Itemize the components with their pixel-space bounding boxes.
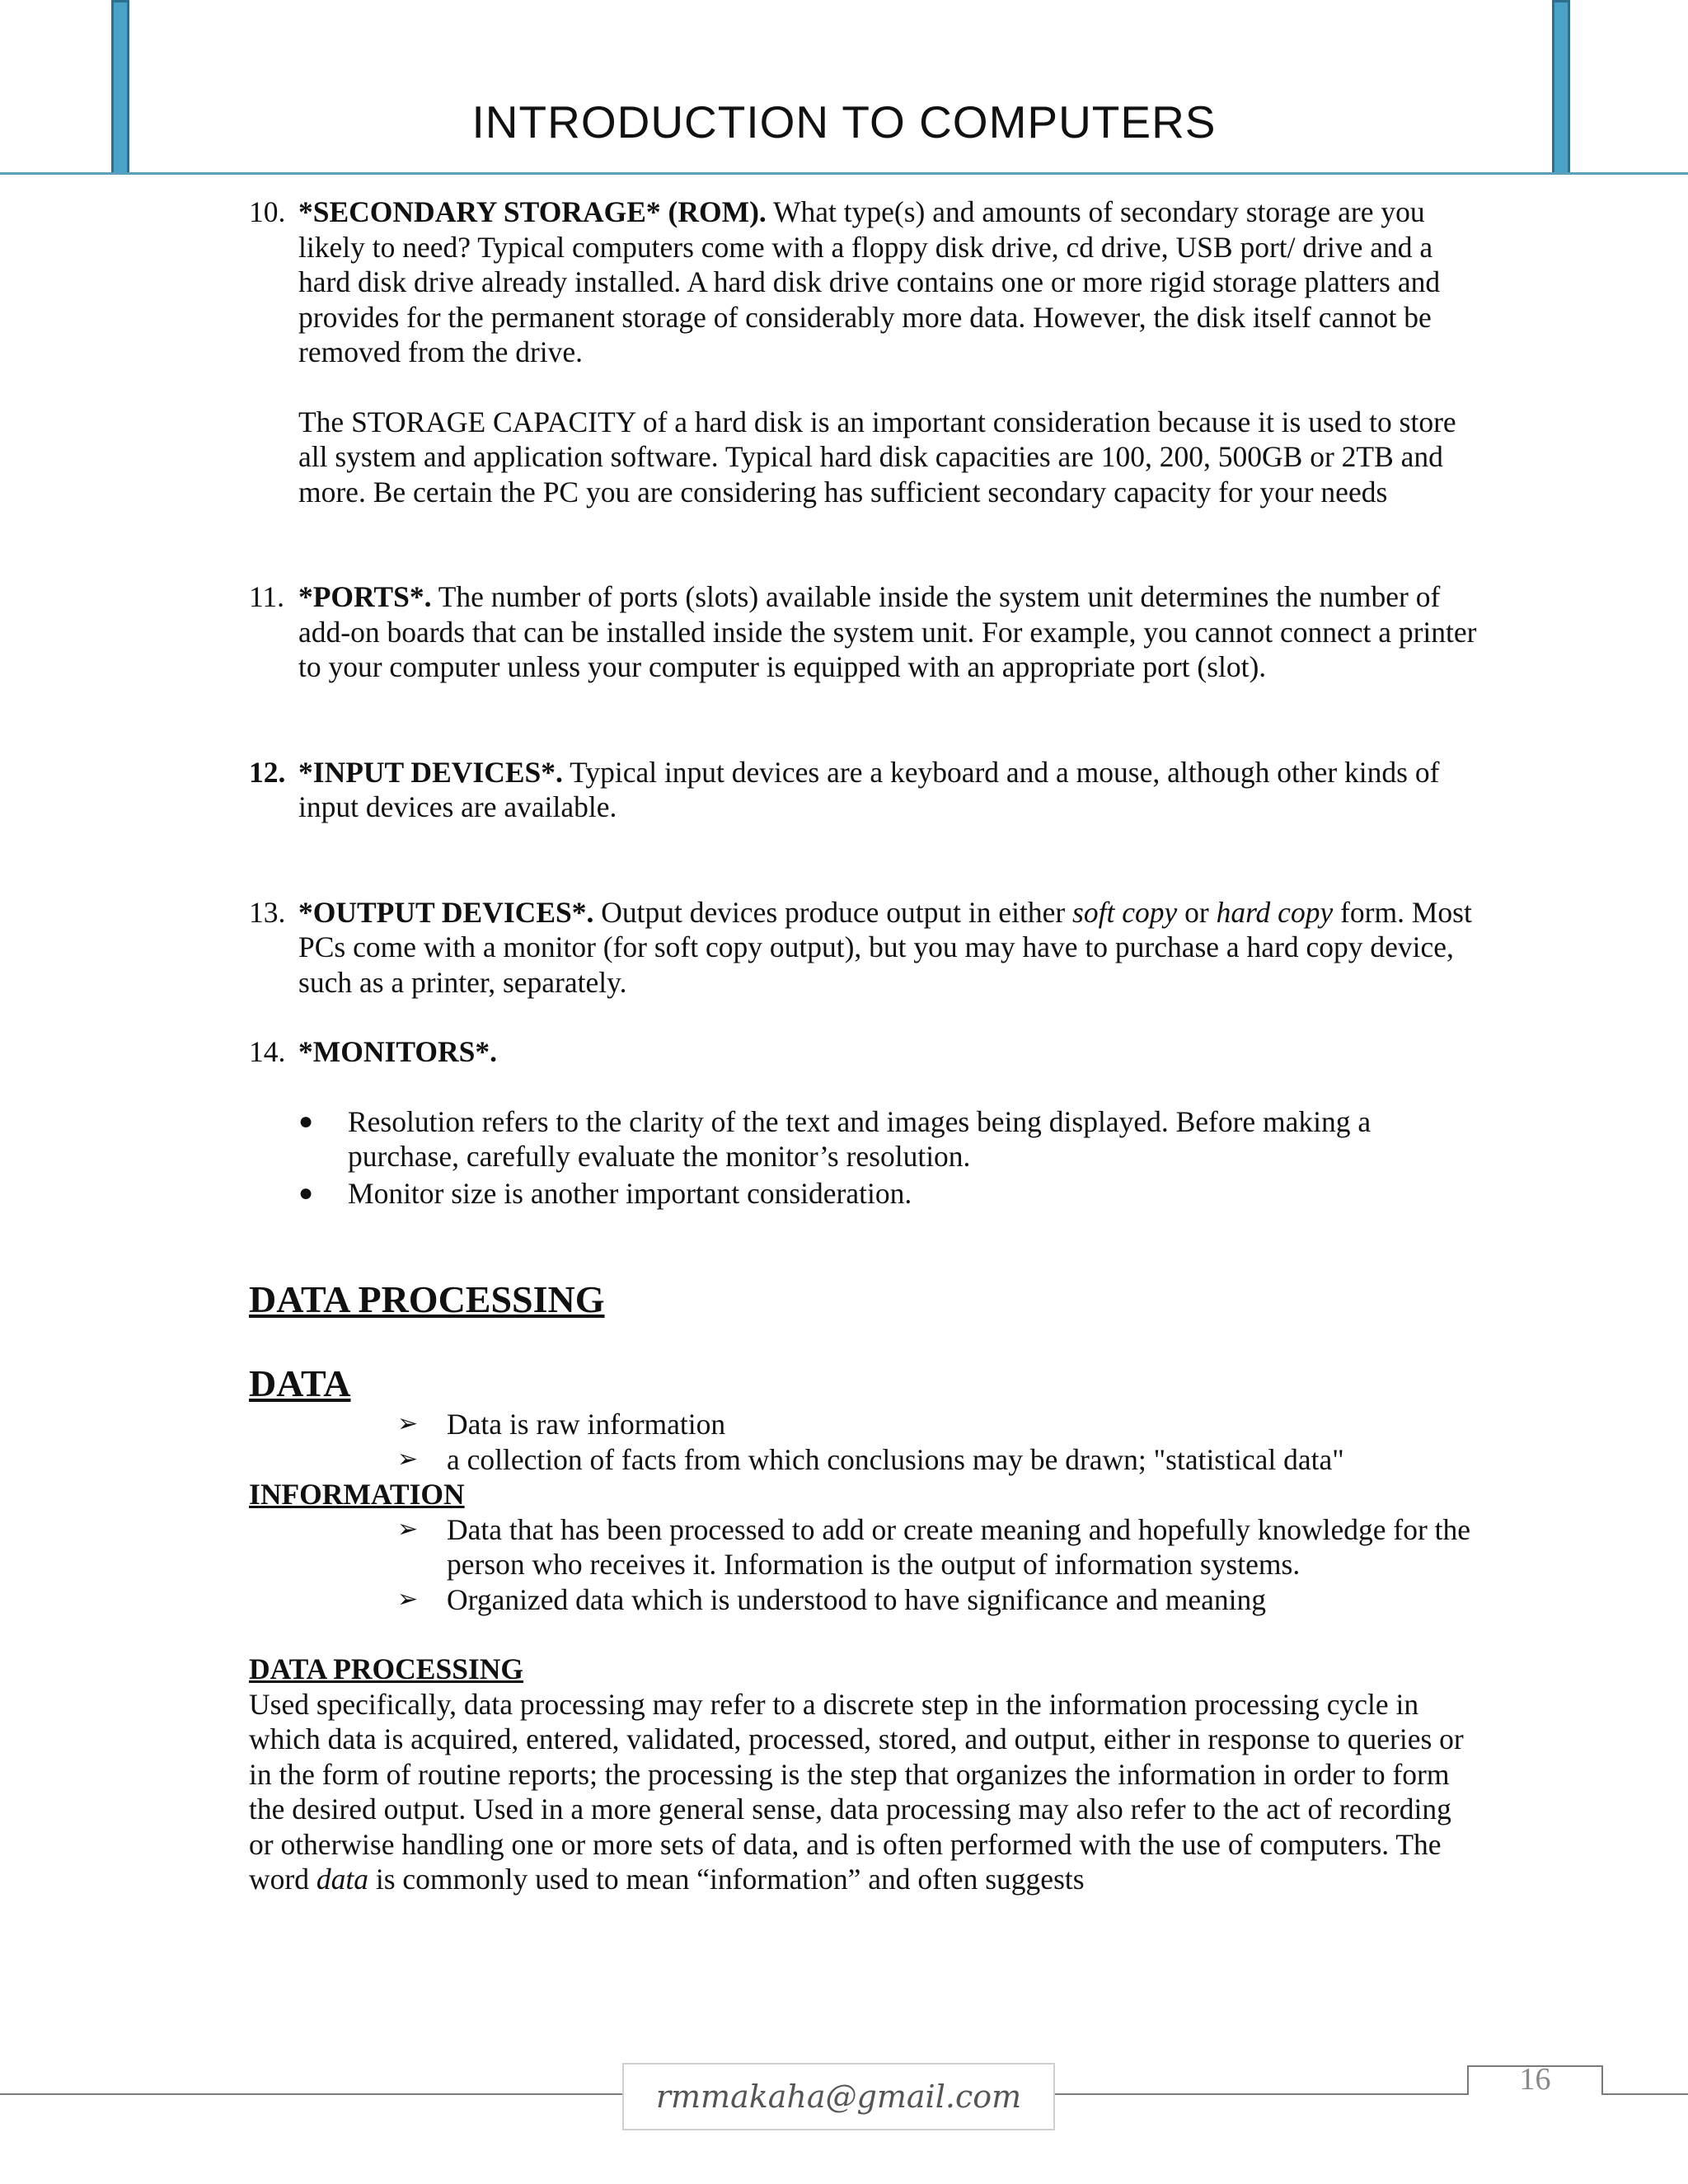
item-text: Typical input devices are a keyboard and a mouse, although other kinds of input devices are available. [298,755,1440,823]
arrow-item-text: Data is raw information [447,1408,726,1441]
page-number: 16 [1467,2065,1603,2095]
item-text: What type(s) and amounts of secondary storage are you likely to need? Typical computers come with a floppy disk drive, cd drive, USB port/ drive and a hard disk drive already installed. A hard disk drive contains one or more rigid storage platters and provides for the permanent storage of considerably more data. However, the disk itself cannot be removed from the drive. [298,195,1441,368]
dp-emphasis: data [316,1863,368,1896]
item-title: *OUTPUT DEVICES*. [298,895,594,929]
item-output-devices [249,895,1477,1001]
header-right-bar [1552,0,1570,175]
arrow-bullet-icon: ➢ [397,1409,419,1438]
item-text: or [1177,895,1217,929]
page-header-title: INTRODUCTION TO COMPUTERS [471,96,1217,148]
bullet-text: Resolution refers to the clarity of the text and images being displayed. Before making a purchase, carefully evaluate the monitor’s resolution. [348,1104,1372,1173]
item-number: 10. [249,195,286,228]
item-paragraph [298,1034,1477,1070]
item-monitors [249,1034,1477,1211]
header-left-bar [111,0,129,175]
item-ports [249,579,1477,685]
section-title: DATA PROCESSING [249,1278,605,1320]
arrow-bullet-icon: ➢ [397,1584,419,1614]
arrow-item [397,1582,1477,1618]
item-title: *MONITORS*. [298,1035,497,1068]
data-processing-heading: DATA PROCESSING [249,1652,524,1685]
item-emphasis: hard copy [1216,895,1334,929]
item-secondary-storage [249,194,1477,509]
arrow-item [397,1512,1477,1582]
item-title: *INPUT DEVICES*. [298,755,563,789]
header-rule [0,172,1688,175]
dp-text: is commonly used to mean “information” and often suggests [368,1863,1085,1896]
item-paragraph [298,579,1477,685]
item-paragraph [298,895,1477,1001]
arrow-item [397,1407,1477,1442]
arrow-item [397,1442,1477,1478]
item-paragraph [298,755,1477,825]
arrow-item-text: a collection of facts from which conclusions may be drawn; "statistical data" [447,1442,1344,1476]
bullet-dot-icon: ● [298,1107,314,1135]
item-emphasis: soft copy [1072,895,1178,929]
arrow-bullet-icon: ➢ [397,1444,419,1474]
data-heading: DATA [249,1362,351,1404]
dp-text: Used specifically, data processing may refer to a discrete step in the information processing cycle in which data is acquired, entered, validated, processed, stored, and output, either in response to queries or in the form of routine reports; the processing is the step that organizes the information in order to form the desired output. Used in a more general sense, data processing may also refer to the act of recording or otherwise handling one or more sets of data, and is often performed with the use of computers. The word [249,1687,1464,1896]
item-number: 11. [249,580,285,613]
item-paragraph [298,194,1477,370]
item-text: The number of ports (slots) available inside the system unit determines the number of add-on boards that can be installed inside the system unit. For example, you cannot connect a printer to your computer unless your computer is equipped with an appropriate port (slot). [298,580,1477,683]
item-text: Output devices produce output in either [593,895,1073,929]
bullet-item [298,1104,1477,1174]
footer-rule-left [0,2093,622,2095]
data-processing-paragraph [249,1687,1477,1897]
info-points-list [249,1512,1477,1618]
item-number: 13. [249,895,286,929]
footer-email: rmmakaha@gmail.com [622,2063,1055,2130]
bullet-dot-icon: ● [298,1179,314,1207]
item-title: *PORTS*. [298,580,432,613]
footer-rule-right [1603,2093,1688,2095]
item-number: 12. [249,755,286,789]
arrow-item-text: Data that has been processed to add or create meaning and hopefully knowledge for the person who receives it. Information is the output of information systems. [447,1512,1471,1581]
information-heading: INFORMATION [249,1478,465,1511]
monitor-bullet-list [298,1104,1477,1212]
bullet-item [298,1176,1477,1212]
item-input-devices [249,755,1477,825]
item-paragraph-2: The STORAGE CAPACITY of a hard disk is an important consideration because it is used to store all system and application software. Typical hard disk capacities are 100, 200, 500GB or 2TB and more. Be certain the PC you are considering has sufficient secondary capacity for your needs [298,405,1456,509]
item-text: form. Most PCs come with a monitor (for soft copy output), but you may have to purchase a hard copy device, such as a printer, separately. [298,895,1472,999]
page-content [249,194,1477,1897]
item-number: 14. [249,1035,286,1068]
data-points-list [249,1407,1477,1477]
footer-rule-middle [1055,2093,1467,2095]
bullet-text: Monitor size is another important consideration. [348,1176,912,1210]
item-title: *SECONDARY STORAGE* (ROM). [298,195,767,228]
arrow-item-text: Organized data which is understood to have significance and meaning [447,1582,1267,1616]
arrow-bullet-icon: ➢ [397,1514,419,1544]
